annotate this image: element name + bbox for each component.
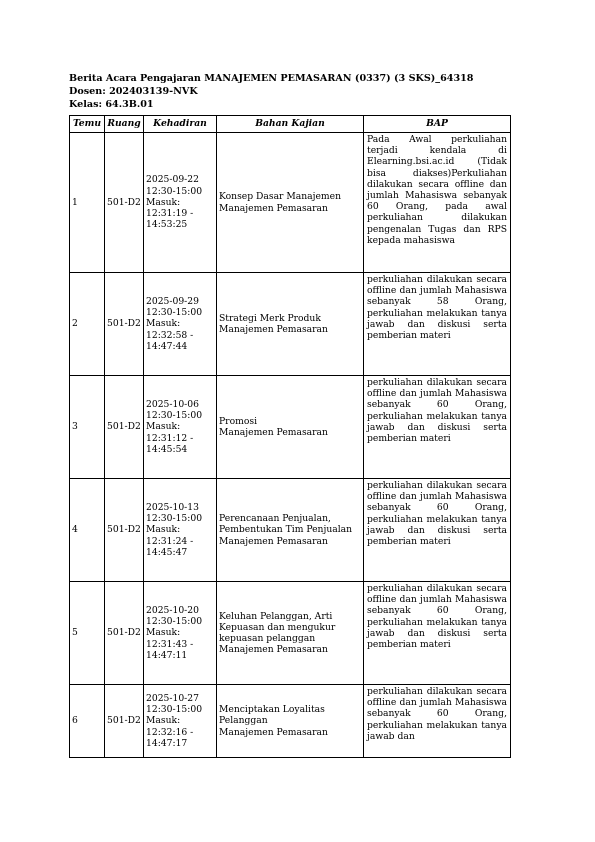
topic-text: Perencanaan Penjualan, Pembentukan Tim Penjualan <box>219 513 353 536</box>
temu-number: 5 <box>72 627 78 639</box>
room-code: 501-D2 <box>107 715 141 727</box>
attendance-schedule: 12:30-15:00 <box>146 307 203 319</box>
bap-text: perkuliahan dilakukan secara offline dan jumlah Mahasiswa sebanyak 60 Orang, perkuliahan melakukan tanya jawab dan <box>367 686 507 742</box>
attendance-checkin: 12:32:58 - <box>146 329 194 341</box>
attendance-schedule: 12:30-15:00 <box>146 616 203 628</box>
attendance-masuk-label: Masuk: <box>146 715 181 727</box>
attendance-date: 2025-10-06 <box>146 398 199 410</box>
cell-kehadiran <box>144 685 217 758</box>
document-title: Berita Acara Pengajaran MANAJEMEN PEMASARAN (0337) (3 SKS)_64318 <box>69 73 474 84</box>
attendance-masuk-label: Masuk: <box>146 196 181 208</box>
temu-number: 6 <box>72 715 78 727</box>
cell-kehadiran <box>144 273 217 376</box>
cell-bahan-kajian <box>217 685 364 758</box>
attendance-checkin: 12:31:24 - <box>146 535 194 547</box>
cell-bahan-kajian <box>217 479 364 582</box>
room-code: 501-D2 <box>107 524 141 536</box>
cell-bahan-kajian <box>217 273 364 376</box>
cell-ruang <box>105 582 144 685</box>
topic-text: Strategi Merk Produk <box>219 312 321 324</box>
attendance-schedule: 12:30-15:00 <box>146 513 203 525</box>
attendance-checkout: 14:45:54 <box>146 443 188 455</box>
topic-text: Keluhan Pelanggan, Arti Kepuasan dan mengukur kepuasan pelanggan <box>219 610 336 644</box>
lecturer-line: Dosen: 202403139-NVK <box>69 86 198 97</box>
col-header-kehadiran: Kehadiran <box>144 116 217 133</box>
cell-bap <box>364 376 511 479</box>
attendance-date: 2025-09-22 <box>146 174 199 186</box>
attendance-masuk-label: Masuk: <box>146 318 181 330</box>
course-name: Manajemen Pemasaran <box>219 535 328 547</box>
attendance-masuk-label: Masuk: <box>146 421 181 433</box>
cell-bap <box>364 479 511 582</box>
course-name: Manajemen Pemasaran <box>219 202 328 214</box>
cell-temu <box>70 133 105 273</box>
temu-number: 4 <box>72 524 78 536</box>
bap-text: perkuliahan dilakukan secara offline dan jumlah Mahasiswa sebanyak 58 Orang, perkuliahan melakukan tanya jawab dan diskusi serta pemberian materi <box>367 274 507 342</box>
cell-ruang <box>105 479 144 582</box>
attendance-date: 2025-10-13 <box>146 501 199 513</box>
col-header-temu: Temu <box>70 116 105 133</box>
attendance-date: 2025-09-29 <box>146 295 199 307</box>
room-code: 501-D2 <box>107 318 141 330</box>
cell-kehadiran <box>144 133 217 273</box>
cell-bap <box>364 273 511 376</box>
cell-bahan-kajian <box>217 582 364 685</box>
table-row <box>70 133 511 273</box>
course-name: Manajemen Pemasaran <box>219 644 328 656</box>
attendance-schedule: 12:30-15:00 <box>146 704 203 716</box>
cell-bap <box>364 685 511 758</box>
table-row <box>70 685 511 758</box>
cell-ruang <box>105 273 144 376</box>
room-code: 501-D2 <box>107 196 141 208</box>
temu-number: 2 <box>72 318 78 330</box>
cell-bap <box>364 582 511 685</box>
class-line: Kelas: 64.3B.01 <box>69 99 154 110</box>
cell-bahan-kajian <box>217 376 364 479</box>
table-row <box>70 582 511 685</box>
cell-kehadiran <box>144 479 217 582</box>
cell-temu <box>70 273 105 376</box>
attendance-checkout: 14:47:11 <box>146 649 188 661</box>
temu-number: 3 <box>72 421 78 433</box>
cell-temu <box>70 582 105 685</box>
cell-ruang <box>105 685 144 758</box>
table-header-row <box>70 116 511 133</box>
attendance-table <box>69 115 511 758</box>
topic-text: Menciptakan Loyalitas Pelanggan <box>219 704 325 727</box>
bap-text: Pada Awal perkuliahan terjadi kendala di Elearning.bsi.ac.id (Tidak bisa diakses)Perkuliahan dilakukan secara offline dan jumlah Mahasiswa sebanyak 60 Orang, pada awal perkuliahan dilakukan pengenalan Tugas dan RPS kepada mahasiswa <box>367 134 507 246</box>
attendance-date: 2025-10-20 <box>146 604 199 616</box>
room-code: 501-D2 <box>107 421 141 433</box>
cell-bap <box>364 133 511 273</box>
attendance-checkout: 14:47:17 <box>146 737 188 749</box>
topic-text: Konsep Dasar Manajemen <box>219 191 341 203</box>
course-name: Manajemen Pemasaran <box>219 324 328 335</box>
course-name: Manajemen Pemasaran <box>219 427 328 438</box>
bap-text: perkuliahan dilakukan secara offline dan jumlah Mahasiswa sebanyak 60 Orang, perkuliahan melakukan tanya jawab dan diskusi serta pemberian materi <box>367 377 507 445</box>
attendance-schedule: 12:30-15:00 <box>146 185 203 197</box>
table-row <box>70 273 511 376</box>
course-name: Manajemen Pemasaran <box>219 726 328 738</box>
attendance-checkout: 14:47:44 <box>146 340 188 352</box>
cell-temu <box>70 376 105 479</box>
attendance-masuk-label: Masuk: <box>146 627 181 639</box>
attendance-date: 2025-10-27 <box>146 692 199 704</box>
attendance-checkin: 12:31:12 - <box>146 432 194 444</box>
col-header-ruang: Ruang <box>105 116 144 133</box>
attendance-schedule: 12:30-15:00 <box>146 410 203 422</box>
cell-kehadiran <box>144 376 217 479</box>
document-header <box>69 72 529 111</box>
attendance-checkin: 12:32:16 - <box>146 726 194 738</box>
cell-bahan-kajian <box>217 133 364 273</box>
bap-text: perkuliahan dilakukan secara offline dan jumlah Mahasiswa sebanyak 60 Orang, perkuliahan melakukan tanya jawab dan diskusi serta pemberian materi <box>367 583 507 651</box>
col-header-bap: BAP <box>364 116 511 133</box>
bap-text: perkuliahan dilakukan secara offline dan jumlah Mahasiswa sebanyak 60 Orang, perkuliahan melakukan tanya jawab dan diskusi serta pemberian materi <box>367 480 507 548</box>
room-code: 501-D2 <box>107 627 141 639</box>
table-row <box>70 376 511 479</box>
attendance-masuk-label: Masuk: <box>146 524 181 536</box>
attendance-checkout: 14:53:25 <box>146 219 188 231</box>
temu-number: 1 <box>72 196 78 208</box>
col-header-bahan-kajian: Bahan Kajian <box>217 116 364 133</box>
cell-temu <box>70 685 105 758</box>
topic-text: Promosi <box>219 415 258 427</box>
attendance-checkin: 12:31:19 - <box>146 208 194 220</box>
table-row <box>70 479 511 582</box>
cell-ruang <box>105 133 144 273</box>
attendance-checkin: 12:31:43 - <box>146 638 194 650</box>
cell-temu <box>70 479 105 582</box>
cell-ruang <box>105 376 144 479</box>
attendance-checkout: 14:45:47 <box>146 546 188 558</box>
cell-kehadiran <box>144 582 217 685</box>
